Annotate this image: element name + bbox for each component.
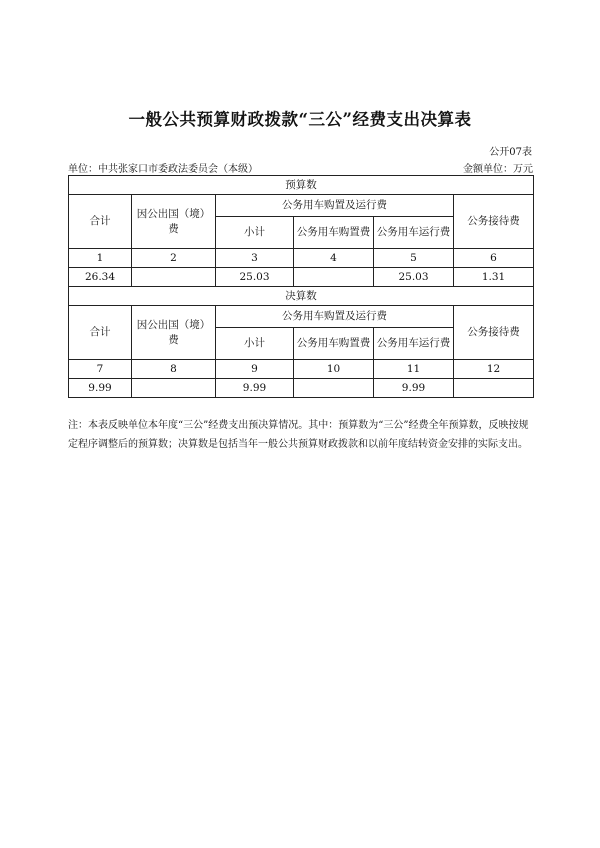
budget-header-purchase: 公务用车购置费 xyxy=(294,217,374,249)
final-index-cell: 9 xyxy=(216,360,294,379)
final-header-reception: 公务接待费 xyxy=(454,306,534,360)
final-value-row xyxy=(69,379,534,398)
final-value-subtotal: 9.99 xyxy=(216,379,294,398)
final-value-operation: 9.99 xyxy=(374,379,454,398)
final-index-cell: 8 xyxy=(132,360,216,379)
final-index-cell: 10 xyxy=(294,360,374,379)
budget-value-reception: 1.31 xyxy=(454,268,534,287)
budget-header-reception: 公务接待费 xyxy=(454,195,534,249)
final-index-cell: 11 xyxy=(374,360,454,379)
budget-index-row xyxy=(69,249,534,268)
budget-header-total: 合计 xyxy=(69,195,132,249)
final-index-cell: 7 xyxy=(69,360,132,379)
budget-value-operation: 25.03 xyxy=(374,268,454,287)
budget-header-subtotal: 小计 xyxy=(216,217,294,249)
final-value-total: 9.99 xyxy=(69,379,132,398)
final-section-label: 决算数 xyxy=(69,287,534,306)
three-public-expenses-table xyxy=(68,175,534,398)
final-value-purchase xyxy=(294,379,374,398)
final-header-purchase: 公务用车购置费 xyxy=(294,328,374,360)
final-value-abroad xyxy=(132,379,216,398)
budget-value-subtotal: 25.03 xyxy=(216,268,294,287)
budget-index-cell: 3 xyxy=(216,249,294,268)
final-index-row xyxy=(69,360,534,379)
budget-value-total: 26.34 xyxy=(69,268,132,287)
final-header-subtotal: 小计 xyxy=(216,328,294,360)
final-header-abroad: 因公出国（境）费 xyxy=(132,306,216,360)
final-header-vehicle-group: 公务用车购置及运行费 xyxy=(216,306,454,328)
page-title: 一般公共预算财政拨款“三公”经费支出决算表 xyxy=(128,110,472,129)
footnote: 注：本表反映单位本年度“三公”经费支出预决算情况。其中：预算数为“三公”经费全年预算数，反映按规定程序调整后的预算数；决算数是包括当年一般公共预算财政拨款和以前年度结转资金安排的实际支出。 xyxy=(68,420,529,450)
final-index-cell: 12 xyxy=(454,360,534,379)
budget-header-operation: 公务用车运行费 xyxy=(374,217,454,249)
budget-value-abroad xyxy=(132,268,216,287)
budget-index-cell: 1 xyxy=(69,249,132,268)
budget-index-cell: 6 xyxy=(454,249,534,268)
final-value-reception xyxy=(454,379,534,398)
amount-unit: 金额单位：万元 xyxy=(463,164,533,175)
budget-header-abroad: 因公出国（境）费 xyxy=(132,195,216,249)
form-number: 公开07表 xyxy=(489,147,532,158)
final-header-total: 合计 xyxy=(69,306,132,360)
budget-value-row xyxy=(69,268,534,287)
budget-value-purchase xyxy=(294,268,374,287)
budget-index-cell: 4 xyxy=(294,249,374,268)
budget-index-cell: 2 xyxy=(132,249,216,268)
budget-section-label: 预算数 xyxy=(69,176,534,195)
final-header-operation: 公务用车运行费 xyxy=(374,328,454,360)
budget-index-cell: 5 xyxy=(374,249,454,268)
unit-label: 单位：中共张家口市委政法委员会（本级） xyxy=(68,164,258,175)
budget-header-vehicle-group: 公务用车购置及运行费 xyxy=(216,195,454,217)
